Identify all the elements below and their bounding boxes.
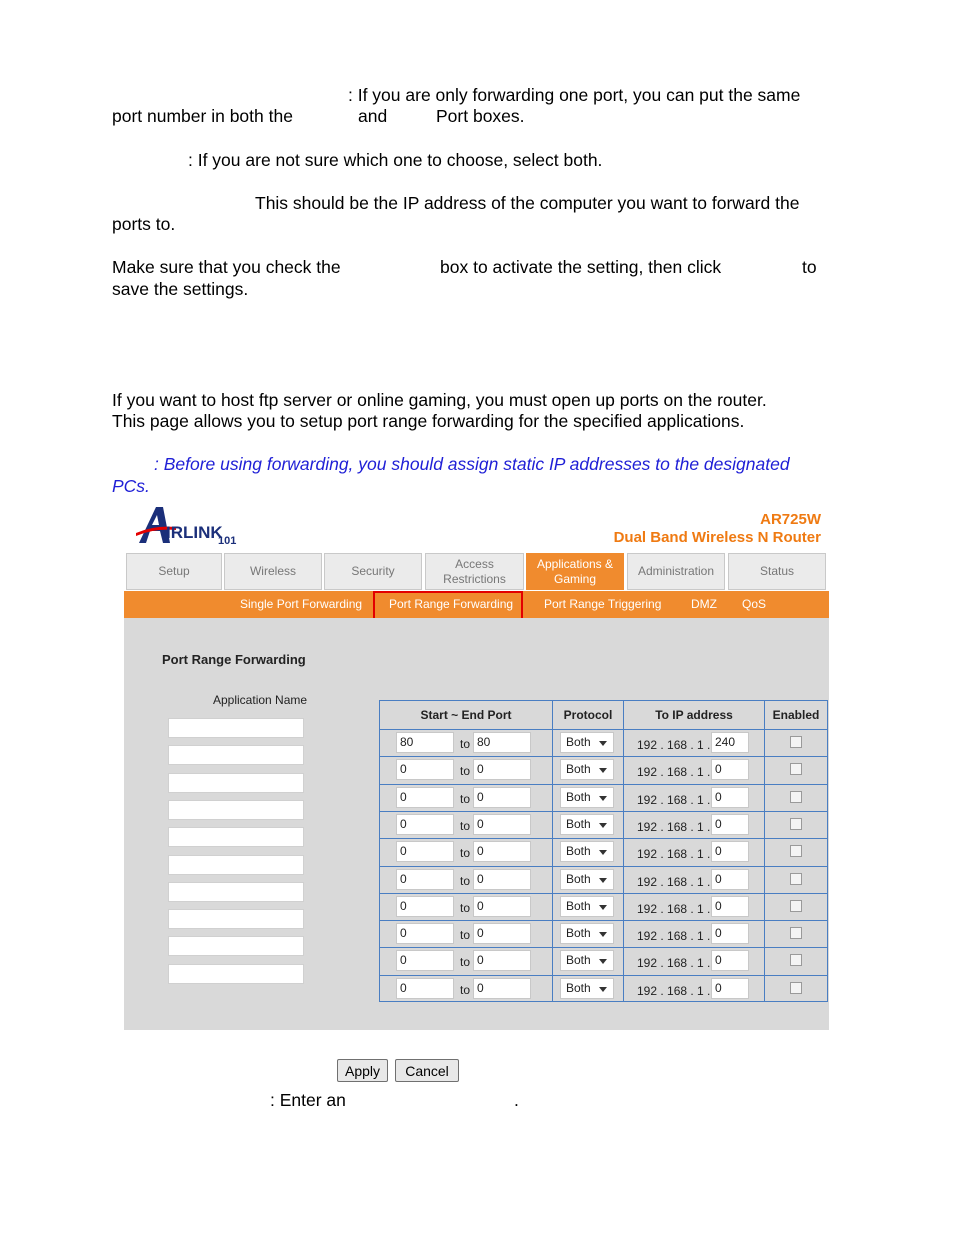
- table-row: [380, 838, 827, 865]
- enabled-checkbox[interactable]: [790, 791, 802, 803]
- logo-sub: 101: [218, 535, 237, 547]
- doc-line-7: save the settings.: [112, 279, 249, 299]
- ip-last-octet-input[interactable]: 0: [711, 950, 749, 971]
- note-line-1: : Before using forwarding, you should assign static IP addresses to the designated: [154, 454, 790, 474]
- protocol-select[interactable]: [560, 950, 614, 971]
- doc-line-2c: Port boxes.: [436, 106, 525, 126]
- protocol-value: Both: [566, 762, 591, 777]
- chevron-down-icon: [599, 878, 607, 883]
- airlink-logo: [136, 503, 256, 551]
- start-port-input[interactable]: 0: [396, 841, 454, 862]
- subtab-qos[interactable]: QoS: [742, 597, 767, 611]
- to-label: to: [460, 737, 471, 751]
- subtab-dmz[interactable]: DMZ: [691, 597, 717, 611]
- tab-administration[interactable]: Administration: [627, 553, 725, 590]
- start-port-input[interactable]: 0: [396, 787, 454, 808]
- protocol-select[interactable]: [560, 978, 614, 999]
- end-port-input[interactable]: 0: [473, 787, 531, 808]
- table-row: [380, 756, 827, 783]
- application-name-input[interactable]: [168, 773, 304, 793]
- end-port-input[interactable]: 0: [473, 923, 531, 944]
- subtab-port-range-forwarding[interactable]: Port Range Forwarding: [389, 597, 514, 611]
- router-screenshot: [124, 503, 829, 1030]
- application-name-input[interactable]: [168, 882, 304, 902]
- to-label: to: [460, 818, 471, 833]
- application-name-input[interactable]: [168, 745, 304, 765]
- end-port-input[interactable]: 0: [473, 978, 531, 999]
- chevron-down-icon: [599, 823, 607, 828]
- end-port-input[interactable]: 0: [473, 869, 531, 890]
- ip-prefix: 192 . 168 . 1 .: [637, 874, 711, 889]
- application-name-input[interactable]: [168, 718, 304, 738]
- ip-last-octet-input[interactable]: 0: [711, 787, 749, 808]
- app-name-header: Application Name: [213, 693, 308, 707]
- protocol-select[interactable]: [560, 841, 614, 862]
- ip-last-octet-input[interactable]: 0: [711, 923, 749, 944]
- header-protocol: Protocol: [563, 708, 613, 722]
- application-name-input[interactable]: [168, 909, 304, 929]
- doc-line-2a: port number in both the: [112, 106, 293, 126]
- end-port-input[interactable]: 0: [473, 759, 531, 780]
- tab-wireless[interactable]: Wireless: [224, 553, 322, 590]
- model-name: AR725W: [760, 511, 821, 528]
- protocol-value: Both: [566, 789, 591, 804]
- to-label: to: [460, 846, 471, 861]
- ip-prefix: 192 . 168 . 1 .: [637, 738, 711, 752]
- doc-line-3: : If you are not sure which one to choose, select both.: [188, 150, 603, 170]
- start-port-input[interactable]: 0: [396, 759, 454, 780]
- enabled-checkbox[interactable]: [790, 954, 802, 966]
- subtab-single-port-forwarding[interactable]: Single Port Forwarding: [240, 597, 363, 611]
- chevron-down-icon: [599, 850, 607, 855]
- enabled-checkbox[interactable]: [790, 982, 802, 994]
- protocol-select[interactable]: [560, 923, 614, 944]
- protocol-value: Both: [566, 980, 591, 995]
- enabled-checkbox[interactable]: [790, 736, 802, 748]
- tab-applications-gaming[interactable]: Applications & Gaming: [526, 553, 624, 590]
- protocol-value: Both: [566, 926, 591, 941]
- protocol-select[interactable]: [560, 896, 614, 917]
- ip-last-octet-input[interactable]: 0: [711, 978, 749, 999]
- note-line-2: PCs.: [112, 476, 150, 496]
- protocol-select[interactable]: [560, 732, 614, 753]
- ip-prefix: 192 . 168 . 1 .: [637, 901, 711, 916]
- protocol-value: Both: [566, 844, 591, 859]
- ip-prefix: 192 . 168 . 1 .: [637, 765, 711, 780]
- application-name-input[interactable]: [168, 964, 304, 984]
- protocol-value: Both: [566, 816, 591, 831]
- ip-prefix: 192 . 168 . 1 .: [637, 847, 711, 862]
- table-row: [380, 975, 827, 1002]
- start-port-input[interactable]: 0: [396, 896, 454, 917]
- application-name-input[interactable]: [168, 936, 304, 956]
- content-panel: [124, 618, 829, 1030]
- chevron-down-icon: [599, 741, 607, 746]
- ip-last-octet-input[interactable]: 0: [711, 759, 749, 780]
- start-port-input[interactable]: 0: [396, 923, 454, 944]
- header-ports: Start ~ End Port: [420, 708, 512, 722]
- doc-line-6c: to: [802, 257, 817, 277]
- end-port-input[interactable]: 0: [473, 841, 531, 862]
- tab-status[interactable]: Status: [728, 553, 826, 590]
- to-label: to: [460, 928, 471, 943]
- to-label: to: [460, 982, 471, 997]
- protocol-value: Both: [566, 898, 591, 913]
- doc-line-2b: and: [358, 106, 388, 126]
- start-port-input[interactable]: 0: [396, 978, 454, 999]
- doc-line-8: If you want to host ftp server or online gaming, you must open up ports on the router.: [112, 390, 767, 410]
- tab-setup[interactable]: Setup: [126, 553, 222, 590]
- protocol-value: Both: [566, 871, 591, 886]
- protocol-select[interactable]: [560, 759, 614, 780]
- enabled-checkbox[interactable]: [790, 927, 802, 939]
- end-port-input[interactable]: 0: [473, 950, 531, 971]
- table-row: [380, 811, 827, 838]
- highlight-box: [373, 591, 523, 620]
- header-ip: To IP address: [655, 708, 733, 722]
- start-port-input[interactable]: 80: [396, 732, 454, 753]
- chevron-down-icon: [599, 905, 607, 910]
- to-label: to: [460, 873, 471, 888]
- table-row: [380, 920, 827, 947]
- protocol-select[interactable]: [560, 787, 614, 808]
- application-name-input[interactable]: [168, 827, 304, 847]
- doc-line-1: : If you are only forwarding one port, you can put the same: [348, 85, 801, 105]
- doc-line-9: This page allows you to setup port range forwarding for the specified applications.: [112, 411, 745, 431]
- product-name: Dual Band Wireless N Router: [613, 529, 821, 546]
- application-name-input[interactable]: [168, 855, 304, 875]
- start-port-input[interactable]: 0: [396, 814, 454, 835]
- chevron-down-icon: [599, 987, 607, 992]
- application-name-input[interactable]: [168, 800, 304, 820]
- protocol-value: Both: [566, 735, 591, 749]
- enabled-checkbox[interactable]: [790, 873, 802, 885]
- chevron-down-icon: [599, 796, 607, 801]
- doc-line-5: ports to.: [112, 214, 176, 234]
- bottom-text-a: : Enter an: [270, 1090, 346, 1110]
- enabled-checkbox[interactable]: [790, 900, 802, 912]
- apply-button[interactable]: Apply: [337, 1059, 388, 1082]
- enabled-checkbox[interactable]: [790, 763, 802, 775]
- ip-last-octet-input[interactable]: 240: [711, 732, 749, 753]
- chevron-down-icon: [599, 768, 607, 773]
- ip-prefix: 192 . 168 . 1 .: [637, 956, 711, 971]
- ip-prefix: 192 . 168 . 1 .: [637, 983, 711, 998]
- enabled-checkbox[interactable]: [790, 845, 802, 857]
- tab-security[interactable]: Security: [324, 553, 422, 590]
- enabled-checkbox[interactable]: [790, 818, 802, 830]
- chevron-down-icon: [599, 932, 607, 937]
- end-port-input[interactable]: 0: [473, 814, 531, 835]
- chevron-down-icon: [599, 959, 607, 964]
- to-label: to: [460, 764, 471, 779]
- protocol-select[interactable]: [560, 869, 614, 890]
- table-row: [380, 947, 827, 974]
- start-port-input[interactable]: 0: [396, 950, 454, 971]
- protocol-value: Both: [566, 953, 591, 968]
- tab-access-restrictions[interactable]: Access Restrictions: [425, 553, 524, 590]
- start-port-input[interactable]: 0: [396, 869, 454, 890]
- doc-line-6b: box to activate the setting, then click: [440, 257, 722, 277]
- doc-line-4: This should be the IP address of the computer you want to forward the: [255, 193, 800, 213]
- ip-last-octet-input[interactable]: 0: [711, 896, 749, 917]
- table-row: [380, 866, 827, 893]
- table-row: [380, 893, 827, 920]
- port-range-table: [379, 700, 828, 1002]
- logo-text: IRLINK: [166, 523, 223, 542]
- ip-prefix: 192 . 168 . 1 .: [637, 929, 711, 944]
- end-port-input[interactable]: 80: [473, 732, 531, 753]
- to-label: to: [460, 955, 471, 970]
- ip-prefix: 192 . 168 . 1 .: [637, 792, 711, 807]
- doc-line-6a: Make sure that you check the: [112, 257, 341, 277]
- subtab-port-range-triggering[interactable]: Port Range Triggering: [544, 597, 662, 611]
- bottom-text-b: .: [514, 1090, 519, 1110]
- section-title: Port Range Forwarding: [162, 652, 306, 667]
- table-row: [380, 784, 827, 811]
- ip-last-octet-input[interactable]: 0: [711, 841, 749, 862]
- end-port-input[interactable]: 0: [473, 896, 531, 917]
- ip-last-octet-input[interactable]: 0: [711, 814, 749, 835]
- cancel-button[interactable]: Cancel: [395, 1059, 459, 1082]
- ip-prefix: 192 . 168 . 1 .: [637, 819, 711, 834]
- ip-last-octet-input[interactable]: 0: [711, 869, 749, 890]
- to-label: to: [460, 900, 471, 915]
- table-row: [380, 729, 827, 756]
- protocol-select[interactable]: [560, 814, 614, 835]
- to-label: to: [460, 791, 471, 806]
- header-enabled: Enabled: [772, 708, 820, 722]
